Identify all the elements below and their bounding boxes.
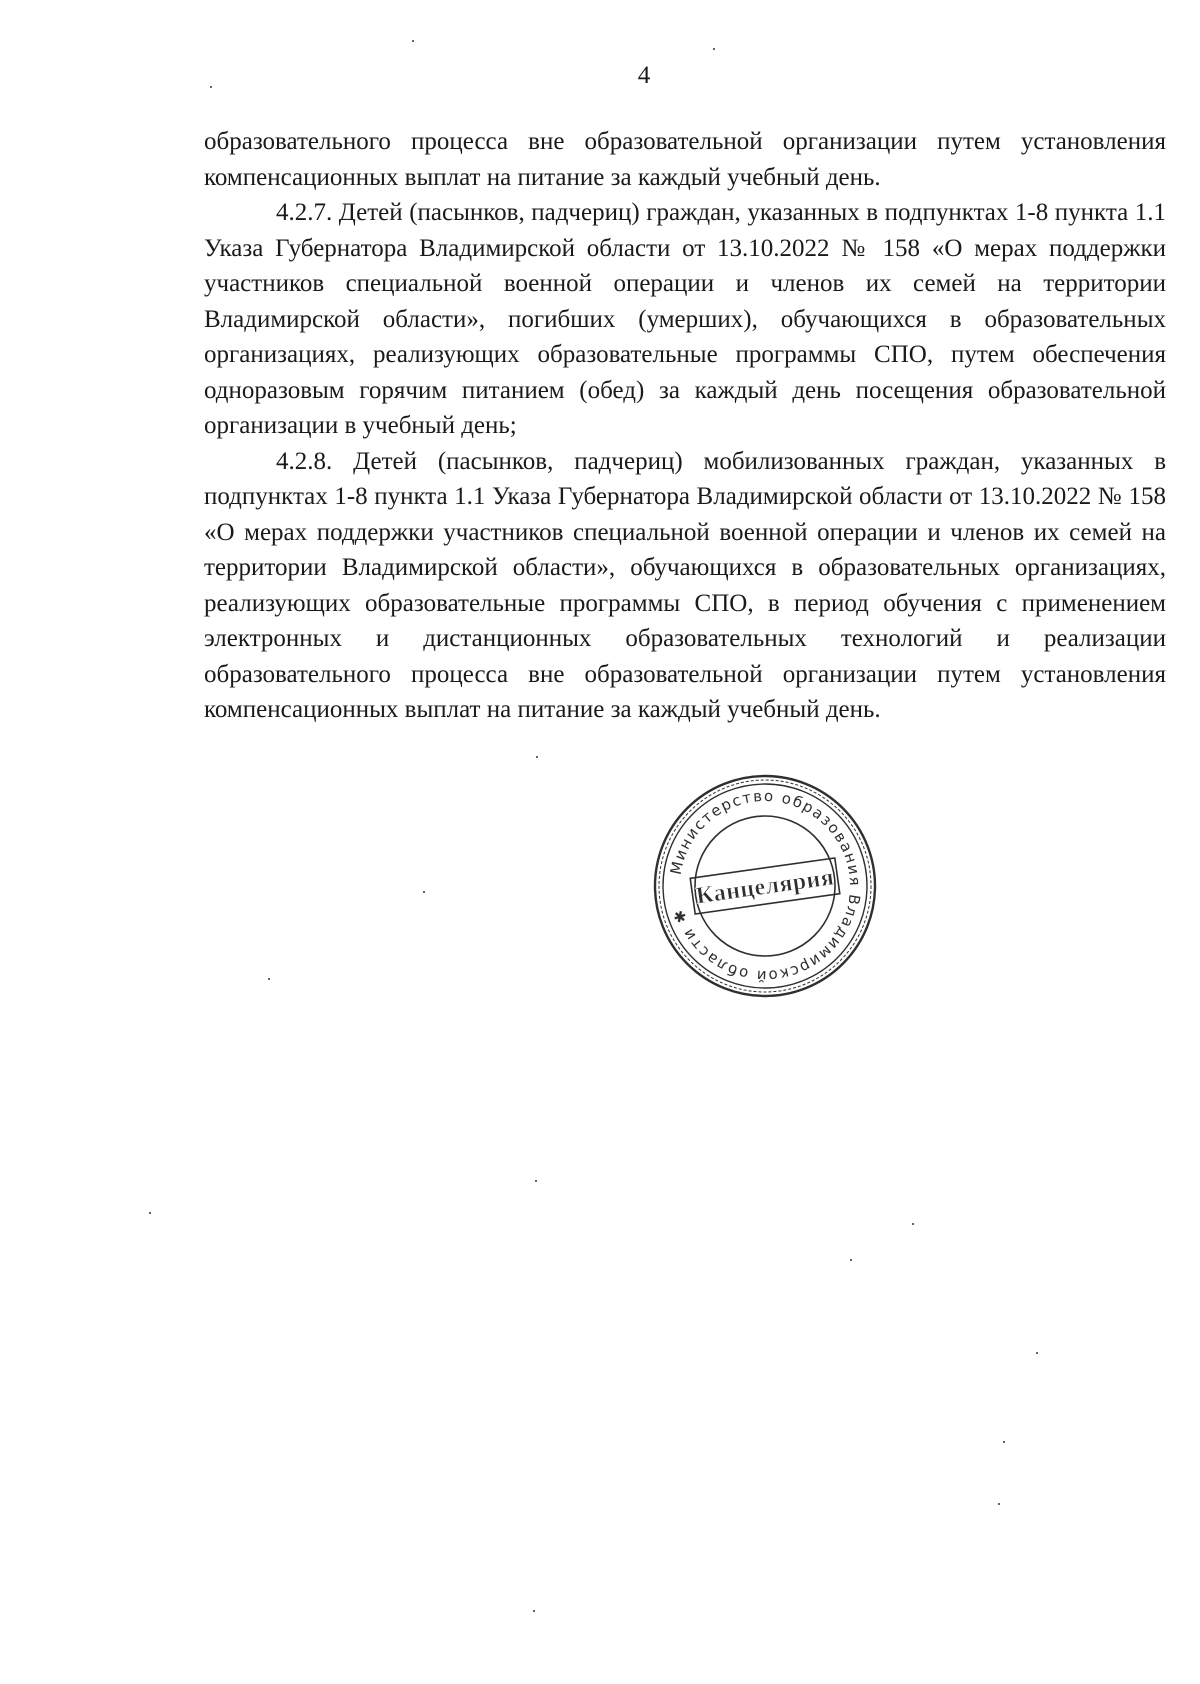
- scan-speck: [912, 1223, 914, 1225]
- scan-speck: [268, 978, 270, 980]
- scan-speck: [149, 1212, 151, 1214]
- scan-speck: [713, 48, 715, 50]
- scan-speck: [998, 1503, 1000, 1505]
- scan-speck: [535, 1180, 537, 1182]
- svg-text:Министерство образования Влади: Министерство образования Владимирской области ✱: [666, 786, 865, 986]
- document-body: [204, 124, 1166, 728]
- paragraph-4-2-7: 4.2.7. Детей (пасынков, падчериц) граждан, указанных в подпунктах 1-8 пункта 1.1 Указа Губернатора Владимирской области от 13.10.2022 № 158 «О мерах поддержки участников специальной военной операции и членов их семей на территории Владимирской области», погибших (умерших), обучающихся в образовательных организациях, реализующих образовательные программы СПО, путем обеспечения одноразовым горячим питанием (обед) за каждый день посещения образовательной организации в учебный день;: [204, 199, 1166, 439]
- paragraph-continuation: образовательного процесса вне образовательной организации путем установления компенсационных выплат на питание за каждый учебный день.: [204, 128, 1166, 191]
- scan-speck: [536, 756, 538, 758]
- scan-speck: [533, 1610, 535, 1612]
- page-number: 4: [637, 62, 651, 89]
- scan-speck: [850, 1259, 852, 1261]
- svg-text:Канцелярия: Канцелярия: [694, 864, 836, 910]
- paragraph-4-2-8: 4.2.8. Детей (пасынков, падчериц) мобилизованных граждан, указанных в подпунктах 1-8 пункта 1.1 Указа Губернатора Владимирской области от 13.10.2022 № 158 «О мерах поддержки участников специальной военной операции и членов их семей на территории Владимирской области», обучающихся в образовательных организациях, реализующих образовательные программы СПО, в период обучения с применением электронных и дистанционных образовательных технологий и реализации образовательного процесса вне образовательной организации путем установления компенсационных выплат на питание за каждый учебный день.: [204, 447, 1166, 723]
- scan-speck: [1036, 1352, 1038, 1354]
- scan-speck: [412, 40, 414, 42]
- scan-speck: [1003, 1441, 1005, 1443]
- office-stamp: [652, 773, 878, 999]
- scan-speck: [210, 86, 212, 88]
- scan-speck: [423, 891, 425, 893]
